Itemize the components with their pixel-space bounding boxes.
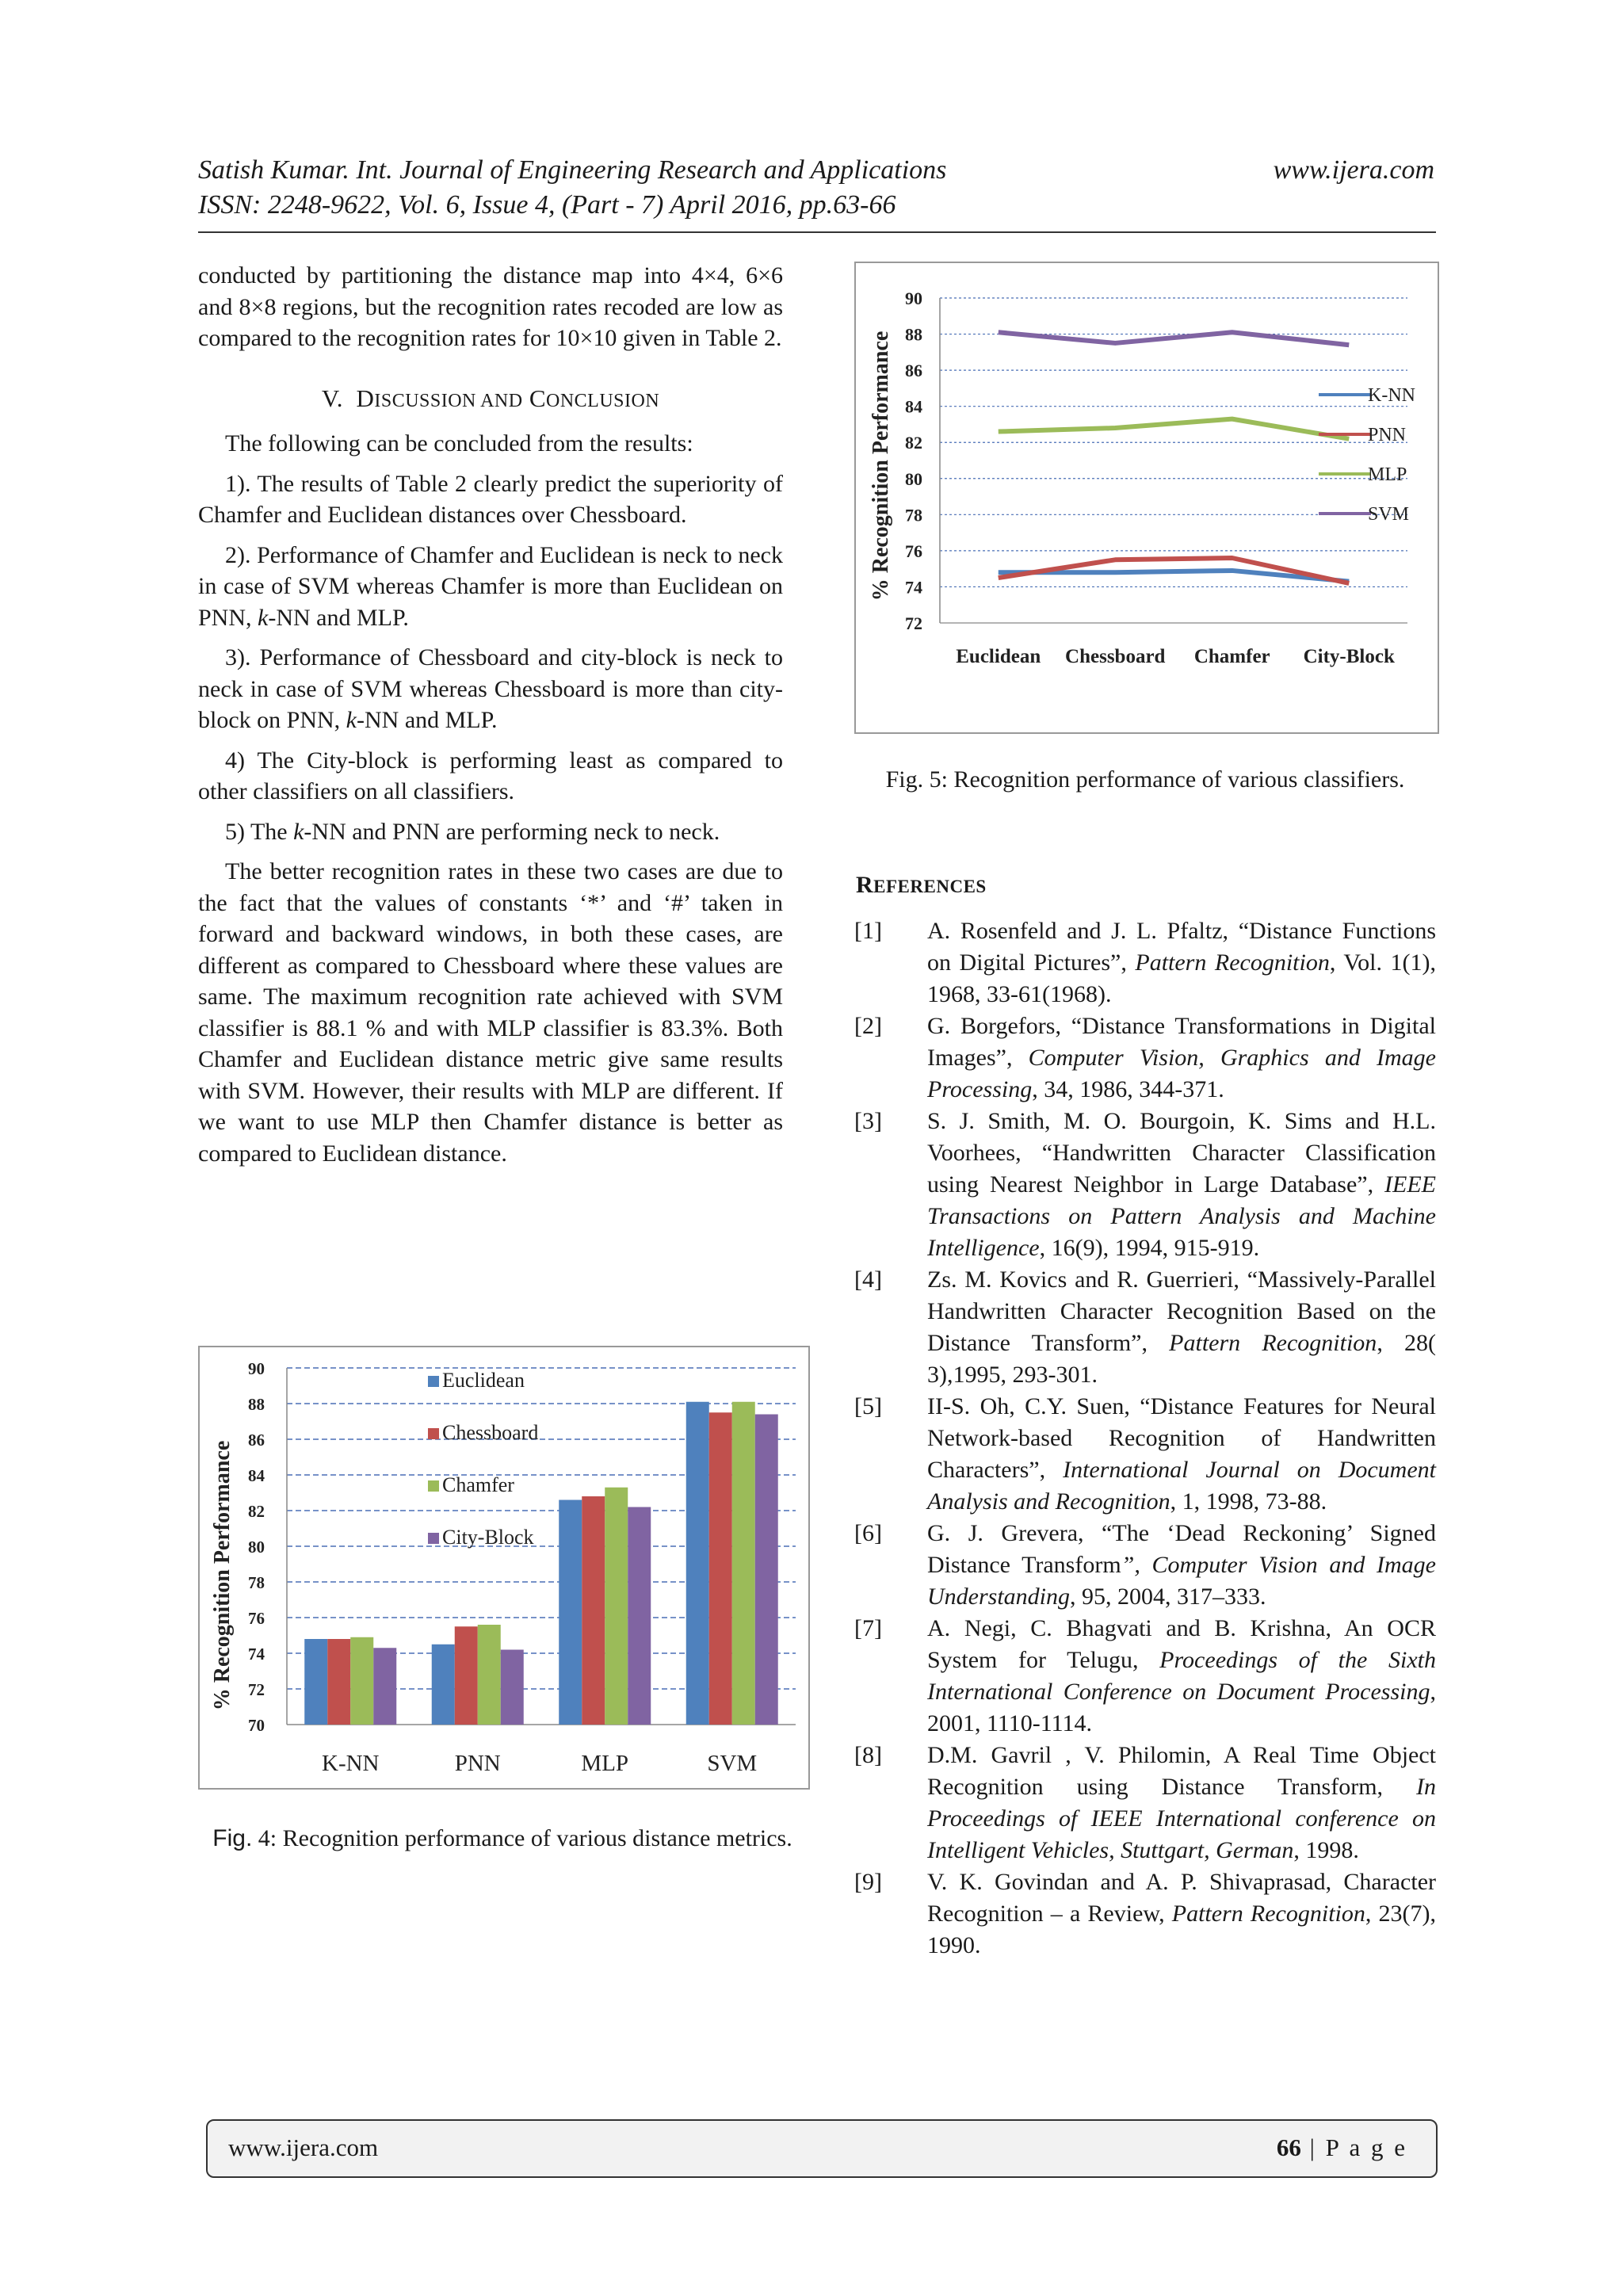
fig4-ytick-label: 80	[248, 1538, 265, 1557]
reference-item	[854, 1613, 1436, 1740]
reference-venue: Pattern Recognition	[1171, 1901, 1365, 1927]
fig4-category-label: PNN	[454, 1751, 501, 1776]
reference-text	[927, 1613, 1436, 1740]
fig4-legend-label: Chessboard	[442, 1421, 539, 1444]
reference-authors-title: S. J. Smith, M. O. Bourgoin, K. Sims and H.L. Voorhees, “Handwritten Character Classification using Nearest Neighbor in Large Database”,	[927, 1108, 1436, 1198]
fig4-bar	[455, 1626, 478, 1725]
fig5-ylabel: % Recognition Performance	[869, 330, 893, 602]
journal-website: www.ijera.com	[1273, 155, 1434, 185]
reference-text	[927, 1264, 1436, 1391]
reference-authors-title: II-S. Oh, C.Y. Suen, “Distance Features for Neural Network-based Recognition of Handwritten Characters”,	[927, 1393, 1436, 1483]
fig4-ytick-label: 72	[248, 1680, 265, 1699]
fig5-ytick-label: 72	[905, 613, 922, 633]
fig5-ytick-label: 74	[905, 577, 922, 598]
conclusion-5-b: -NN and PNN are performing neck to neck.	[304, 818, 720, 845]
fig5-legend-label: PNN	[1368, 425, 1407, 445]
fig5-ytick-label: 80	[905, 468, 922, 489]
fig5-caption: Fig. 5: Recognition performance of various classifiers.	[885, 766, 1405, 793]
header-divider	[198, 231, 1436, 233]
reference-item	[854, 1518, 1436, 1613]
conclusion-5-k: k	[293, 818, 304, 845]
section-cap-2: C	[529, 384, 546, 412]
fig5-ytick-label: 84	[905, 396, 922, 417]
fig5-category-label: Chamfer	[1193, 646, 1270, 667]
reference-text	[927, 1740, 1436, 1866]
references-rest: EFERENCES	[873, 877, 987, 896]
fig5-ytick-label: 90	[905, 288, 922, 308]
fig4-legend-label: City-Block	[442, 1526, 534, 1549]
references-heading	[856, 872, 987, 899]
fig4-bar	[559, 1500, 582, 1725]
reference-number: [1]	[854, 918, 882, 944]
reference-number: [7]	[854, 1615, 882, 1641]
fig4-bar	[478, 1625, 501, 1725]
reference-item	[854, 1740, 1436, 1866]
reference-details: , 1998.	[1293, 1837, 1359, 1863]
fig4-ytick-label: 88	[248, 1395, 265, 1414]
section-rest-2: ONCLUSION	[546, 390, 660, 411]
page-number: 66	[1276, 2134, 1301, 2161]
reference-text	[927, 1518, 1436, 1613]
conclusion-1: 1). The results of Table 2 clearly predict the superiority of Chamfer and Euclidean distances over Chessboard.	[198, 470, 783, 528]
reference-details: , 95, 2004, 317–333.	[1070, 1584, 1266, 1610]
reference-venue: IEEE Transactions on Pattern Analysis and Machine Intelligence	[927, 1171, 1436, 1261]
fig4-bar-chart	[200, 1347, 808, 1788]
reference-authors-title: Zs. M. Kovics and R. Guerrieri, “Massively-Parallel Handwritten Character Recognition Based on the Distance Transform”,	[927, 1266, 1436, 1356]
reference-text	[927, 1391, 1436, 1518]
reference-details: , Vol. 1(1), 1968, 33-61(1968).	[927, 949, 1436, 1007]
reference-venue: International Journal on Document Analysis and Recognition	[927, 1457, 1436, 1515]
fig4-bar	[350, 1637, 373, 1725]
reference-details: , 23(7), 1990.	[927, 1901, 1437, 1958]
conclusion-5-a: 5) The	[225, 818, 294, 845]
conclusion-4: 4) The City-block is performing least as compared to other classifiers on all classifiers.	[198, 747, 783, 804]
reference-venue: Computer Vision, Graphics and Image Processing	[927, 1045, 1436, 1102]
reference-item	[854, 1866, 1436, 1962]
intro-paragraph: conducted by partitioning the distance map into 4×4, 6×6 and 8×8 regions, but the recognition rates recoded are low as compared to the recognition rates for 10×10 given in Table 2.	[198, 262, 783, 351]
fig4-ylabel: % Recognition Performance	[210, 1440, 235, 1711]
fig4-bar	[709, 1412, 732, 1725]
conclusion-3-k: k	[346, 707, 357, 733]
fig4-bar	[628, 1507, 651, 1725]
fig4-category-label: MLP	[581, 1751, 629, 1776]
fig4-chart-frame	[198, 1346, 810, 1790]
fig4-legend-label: Euclidean	[442, 1369, 525, 1392]
section-heading	[198, 383, 783, 418]
footer-page	[1277, 2134, 1407, 2162]
journal-citation: Satish Kumar. Int. Journal of Engineering Research and Applications	[198, 155, 947, 185]
fig5-category-label: City-Block	[1303, 646, 1395, 667]
reference-authors-title: D.M. Gavril , V. Philomin, A Real Time Object Recognition using Distance Transform,	[927, 1742, 1436, 1800]
fig4-ytick-label: 86	[248, 1431, 265, 1450]
fig5-chart-frame	[854, 262, 1439, 734]
fig5-category-label: Euclidean	[956, 646, 1041, 667]
reference-venue: ”, Computer Vision and Image Understanding	[927, 1552, 1436, 1610]
left-column	[198, 260, 783, 1178]
reference-item	[854, 1391, 1436, 1518]
reference-number: [9]	[854, 1869, 882, 1895]
reference-details: , 2001, 1110-1114.	[927, 1679, 1436, 1736]
fig5-legend-label: MLP	[1368, 464, 1407, 485]
fig4-bar	[732, 1402, 755, 1725]
fig4-bar	[327, 1639, 350, 1725]
reference-authors-title: A. Negi, C. Bhagvati and B. Krishna, An OCR System for Telugu,	[927, 1615, 1436, 1673]
reference-number: [4]	[854, 1266, 882, 1293]
fig4-legend-swatch	[428, 1480, 439, 1492]
reference-venue: Pattern Recognition	[1169, 1330, 1377, 1356]
reference-authors-title: A. Rosenfeld and J. L. Pfaltz, “Distance Functions on Digital Pictures”,	[927, 918, 1436, 976]
reference-item	[854, 1264, 1436, 1391]
discussion-paragraph: The better recognition rates in these two cases are due to the fact that the values of constants ‘*’ and ‘#’ taken in forward and backward windows, in both these cases, are different as compared to Chessboard where these values are same. The maximum recognition rate achieved with SVM classifier is 88.1 % and with MLP classifier is 83.3%. Both Chamfer and Euclidean distance metric give same results with SVM. However, their results with MLP are different. If we want to use MLP then Chamfer distance is better as compared to Euclidean distance.	[198, 858, 783, 1167]
fig5-legend-label: SVM	[1368, 504, 1410, 525]
conclusion-5	[198, 816, 783, 848]
conclusion-3-a: 3). Performance of Chessboard and city-block is neck to neck in case of SVM whereas Chessboard is more than city-block on PNN,	[198, 644, 783, 733]
fig4-bar	[432, 1645, 455, 1725]
fig4-ytick-label: 70	[248, 1716, 265, 1735]
reference-authors-title: G. Borgefors, “Distance Transformations in Digital Images”,	[927, 1013, 1436, 1071]
reference-authors-title: G. J. Grevera, “The ‘Dead Reckoning’ Signed Distance Transform	[927, 1520, 1436, 1578]
conclusion-2-k: k	[258, 604, 269, 631]
reference-text	[927, 1010, 1436, 1106]
reference-details: , 1, 1998, 73-88.	[1170, 1488, 1327, 1515]
fig4-ytick-label: 78	[248, 1573, 265, 1592]
running-header-line1	[198, 155, 1434, 185]
reference-number: [5]	[854, 1393, 882, 1419]
fig4-bar	[605, 1488, 628, 1725]
reference-text	[927, 915, 1436, 1010]
reference-item	[854, 915, 1436, 1010]
fig5-ytick-label: 88	[905, 324, 922, 345]
fig5-line-chart	[856, 263, 1438, 732]
section-number: V.	[321, 384, 343, 412]
reference-item	[854, 1010, 1436, 1106]
reference-number: [8]	[854, 1742, 882, 1768]
fig4-ytick-label: 90	[248, 1359, 265, 1378]
section-cap-1: D	[356, 384, 375, 412]
fig4-legend-swatch	[428, 1376, 439, 1387]
fig4-ytick-label: 76	[248, 1609, 265, 1628]
fig5-ytick-label: 78	[905, 505, 922, 525]
footer-website: www.ijera.com	[228, 2134, 379, 2161]
fig4-bar	[686, 1402, 709, 1725]
fig4-category-label: K-NN	[322, 1751, 380, 1776]
fig4-caption-text: 4: Recognition performance of various distance metrics.	[252, 1825, 792, 1851]
conclusion-3	[198, 642, 783, 736]
fig4-bar	[373, 1648, 396, 1725]
conclusion-2-a: 2). Performance of Chamfer and Euclidean is neck to neck in case of SVM whereas Chamfer is more than Euclidean on PNN,	[198, 541, 783, 631]
reference-text	[927, 1866, 1436, 1962]
fig4-ytick-label: 82	[248, 1502, 265, 1521]
fig5-ytick-label: 86	[905, 361, 922, 381]
fig4-legend-swatch	[428, 1428, 439, 1439]
fig4-bar	[582, 1496, 605, 1725]
fig4-category-label: SVM	[707, 1751, 758, 1776]
reference-text	[927, 1106, 1436, 1264]
reference-venue: In Proceedings of IEEE International conference on Intelligent Vehicles, Stuttgart, German	[927, 1774, 1436, 1863]
references-cap: R	[856, 872, 874, 898]
fig5-ytick-label: 76	[905, 541, 922, 561]
lead-paragraph: The following can be concluded from the results:	[225, 430, 693, 457]
section-rest-1: ISCUSSION AND	[374, 390, 523, 411]
fig4-caption-label: Fig.	[212, 1825, 253, 1851]
fig4-bar	[501, 1650, 524, 1725]
fig4-bar	[755, 1415, 778, 1725]
page-label: | P a g e	[1309, 2134, 1407, 2161]
reference-details: , 34, 1986, 344-371.	[1032, 1076, 1224, 1102]
reference-number: [2]	[854, 1013, 882, 1039]
fig4-caption	[200, 1821, 805, 1856]
reference-number: [6]	[854, 1520, 882, 1546]
fig5-series-line	[999, 419, 1350, 439]
reference-venue: Proceedings of the Sixth International Conference on Document Processing	[927, 1647, 1436, 1705]
reference-venue: Pattern Recognition	[1135, 949, 1330, 976]
fig5-legend-label: K-NN	[1368, 385, 1415, 406]
conclusion-3-b: -NN and MLP.	[357, 707, 498, 733]
fig4-legend-label: Chamfer	[442, 1473, 514, 1496]
reference-details: , 16(9), 1994, 915-919.	[1039, 1235, 1260, 1261]
reference-number: [3]	[854, 1108, 882, 1134]
fig4-ytick-label: 74	[248, 1645, 265, 1664]
conclusion-2-b: -NN and MLP.	[268, 604, 409, 631]
fig4-ytick-label: 84	[248, 1466, 265, 1485]
fig5-category-label: Chessboard	[1065, 646, 1166, 667]
reference-details: , 28( 3),1995, 293-301.	[927, 1330, 1436, 1388]
reference-item	[854, 1106, 1436, 1264]
reference-authors-title: V. K. Govindan and A. P. Shivaprasad, Character Recognition – a Review,	[927, 1869, 1436, 1927]
fig4-bar	[304, 1639, 327, 1725]
running-header-line2: ISSN: 2248-9622, Vol. 6, Issue 4, (Part - 7) April 2016, pp.63-66	[198, 190, 896, 220]
fig5-ytick-label: 82	[905, 433, 922, 453]
conclusion-2	[198, 540, 783, 634]
fig4-legend-swatch	[428, 1533, 439, 1544]
references-list	[854, 915, 1436, 1962]
page-footer	[206, 2119, 1438, 2178]
